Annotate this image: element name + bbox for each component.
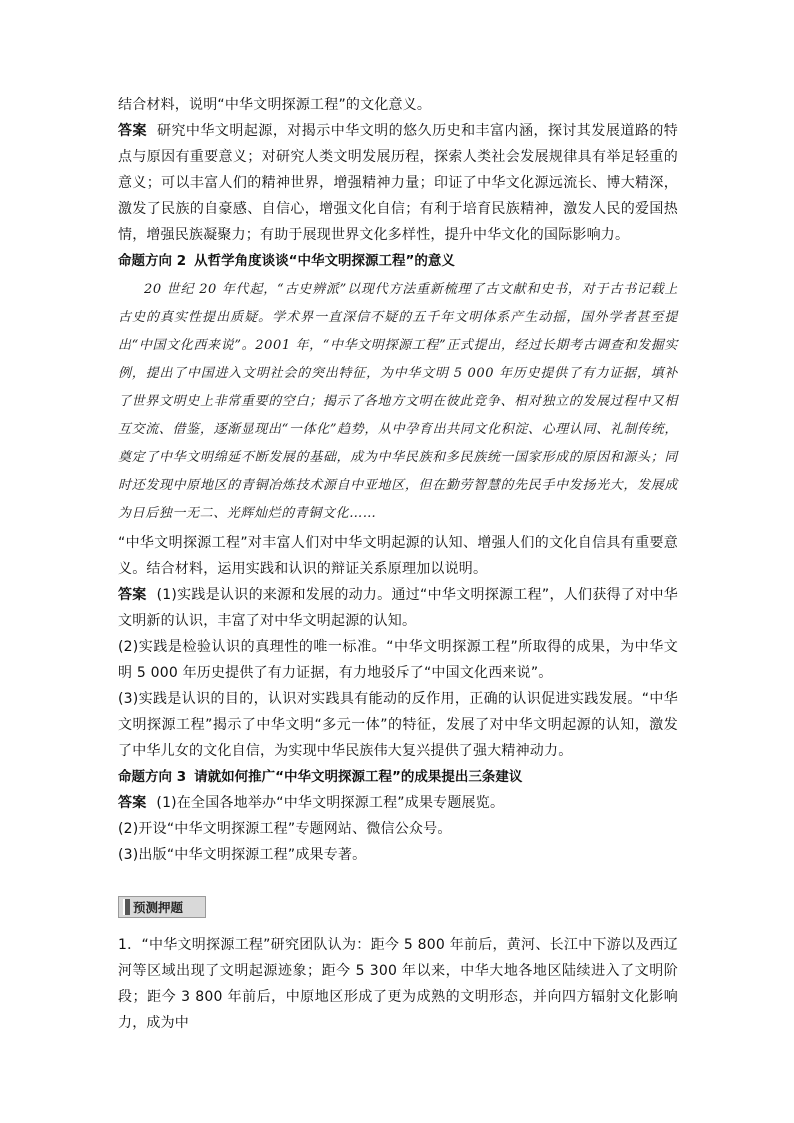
answer-label: 答案	[118, 587, 147, 603]
answer-paragraph	[118, 582, 678, 634]
direction-label: 命题方向 3	[118, 769, 187, 785]
answer-text: (1)在全国各地举办“中华文明探源工程”成果专题展览。	[156, 795, 505, 811]
direction-heading-3	[118, 764, 678, 790]
answer-paragraph: (3)出版“中华文明探源工程”成果专著。	[118, 847, 367, 863]
direction-title: 从哲学角度谈谈“中华文明探源工程”的意义	[194, 253, 455, 269]
question-text: 结合材料，说明“中华文明探源工程”的文化意义。	[118, 97, 432, 113]
direction-title: 请就如何推广“中华文明探源工程”的成果提出三条建议	[194, 769, 523, 785]
answer-label: 答案	[118, 795, 147, 811]
question-text: 1．“中华文明探源工程”研究团队认为：距今 5 800 年前后，黄河、长江中下游以及西辽河等区域出现了文明起源迹象；距今 5 300 年以来，中华大地各地区陆续进入了文明阶段；距今 3 800 年前后，中原地区形成了更为成熟的文明形态，并向四方辐射文化影响力，成为中	[118, 937, 678, 1031]
answer-paragraph: (3)实践是认识的目的，认识对实践具有能动的反作用，正确的认识促进实践发展。“中华文明探源工程”揭示了中华文明“多元一体”的特征，发展了对中华文明起源的认知，激发了中华儿女的文化自信，为实现中华民族伟大复兴提供了强大精神动力。	[118, 691, 678, 759]
answer-text: 研究中华文明起源，对揭示中华文明的悠久历史和丰富内涵，探讨其发展道路的特点与原因有重要意义；对研究人类文明发展历程，探索人类社会发展规律具有举足轻重的意义；可以丰富人们的精神世界，增强精神力量；印证了中华文化源远流长、博大精深，激发了民族的自豪感、自信心，增强文化自信；有利于培育民族精神，激发人民的爱国热情，增强民族凝聚力；有助于展现世界文化多样性，提升中华文化的国际影响力。	[118, 123, 678, 243]
direction-label: 命题方向 2	[118, 253, 187, 269]
answer-paragraph: (2)实践是检验认识的真理性的唯一标准。“中华文明探源工程”所取得的成果，为中华文明 5 000 年历史提供了有力证据，有力地驳斥了“中国文化西来说”。	[118, 639, 678, 681]
answer-paragraph	[118, 118, 678, 248]
question-block-1	[118, 932, 678, 1036]
tag-bar-icon	[123, 899, 130, 915]
section-tag-label: 预测押题	[133, 900, 184, 915]
answer-paragraph: (2)开设“中华文明探源工程”专题网站、微信公众号。	[118, 821, 452, 837]
question-text: “中华文明探源工程”对丰富人们对中华文明起源的认知、增强人们的文化自信具有重要意义。结合材料，运用实践和认识的辩证关系原理加以说明。	[118, 535, 678, 577]
answer-paragraph	[118, 790, 678, 816]
section-tag	[118, 896, 206, 918]
block1	[118, 92, 678, 868]
answer-label: 答案	[118, 123, 147, 139]
answer-text: (1)实践是认识的来源和发展的动力。通过“中华文明探源工程”，人们获得了对中华文明新的认识，丰富了对中华文明起源的认知。	[118, 587, 678, 629]
material-passage: 20 世纪 20 年代起，“古史辨派”以现代方法重新梳理了古文献和史书，对于古书记载上古史的真实性提出质疑。学术界一直深信不疑的五千年文明体系产生动摇，国外学者甚至提出“中国文化西来说”。2001 年，“中华文明探源工程”正式提出，经过长期考古调查和发掘实例，提出了中国进入文明社会的突出特征，为中华文明 5 000 年历史提供了有力证据，填补了世界文明史上非常重要的空白；揭示了各地方文明在彼此竞争、相对独立的发展过程中又相互交流、借鉴，逐渐显现出“一体化”趋势，从中孕育出共同文化积淀、心理认同、礼制传统，奠定了中华文明绵延不断发展的基础，成为中华民族和多民族统一国家形成的原因和源头；同时还发现中原地区的青铜冶炼技术源自中亚地区，但在勤劳智慧的先民手中发扬光大，发展成为日后独一无二、光辉灿烂的青铜文化……	[118, 282, 678, 521]
direction-heading-2	[118, 248, 678, 274]
